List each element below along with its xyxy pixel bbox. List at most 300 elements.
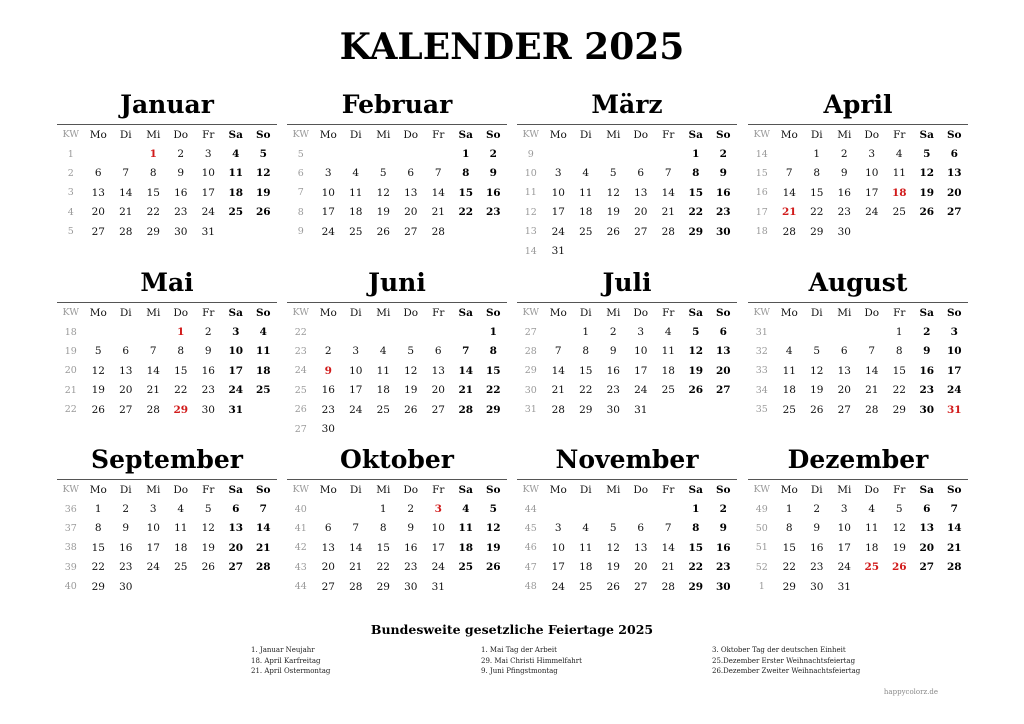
day: 22 xyxy=(146,206,160,219)
weekday-header: Di xyxy=(810,483,823,496)
day: 7 xyxy=(462,345,470,358)
empty-day xyxy=(250,577,278,596)
month-table xyxy=(57,125,277,241)
weekday-header: Do xyxy=(633,128,649,141)
day: 12 xyxy=(606,541,620,554)
month-name: Februar xyxy=(341,90,453,119)
day: 12 xyxy=(255,167,271,180)
week-row xyxy=(748,144,968,163)
day: 18 xyxy=(579,206,593,219)
week-number: 41 xyxy=(294,522,307,534)
day: 5 xyxy=(204,503,212,516)
day: 28 xyxy=(782,225,796,238)
day: 20 xyxy=(946,186,962,199)
week-row xyxy=(287,558,507,577)
day: 27 xyxy=(228,561,244,574)
weekday-header: Mi xyxy=(606,483,621,496)
day: 8 xyxy=(582,345,590,358)
empty-day xyxy=(342,419,370,438)
week-number: 40 xyxy=(64,581,77,593)
month-name: Dezember xyxy=(787,445,929,474)
empty-day xyxy=(941,222,969,241)
day: 25 xyxy=(349,225,363,238)
week-number-header: KW xyxy=(62,484,80,496)
week-row xyxy=(517,400,737,419)
week-number: 27 xyxy=(294,423,307,435)
weekday-header: Di xyxy=(119,306,132,319)
empty-day xyxy=(397,419,425,438)
day: 20 xyxy=(91,206,105,219)
day: 3 xyxy=(324,167,332,180)
weekday-header: Mi xyxy=(606,306,621,319)
holiday-day: 18 xyxy=(891,186,907,199)
day: 30 xyxy=(837,225,851,238)
day: 18 xyxy=(782,384,796,397)
day: 26 xyxy=(376,225,390,238)
day: 11 xyxy=(579,541,593,554)
day: 6 xyxy=(407,167,415,180)
day: 6 xyxy=(950,148,958,161)
day: 13 xyxy=(634,186,648,199)
day: 3 xyxy=(204,148,212,161)
week-row xyxy=(57,577,277,596)
empty-day xyxy=(480,222,508,241)
week-row xyxy=(57,342,277,361)
holiday-day: 1 xyxy=(149,148,157,161)
day: 30 xyxy=(404,580,418,593)
month-table xyxy=(748,125,968,241)
day: 23 xyxy=(715,206,731,219)
weekday-header: Mi xyxy=(376,306,391,319)
weekday-header-row xyxy=(517,303,737,322)
weekday-header: Fr xyxy=(432,483,445,496)
week-row xyxy=(748,558,968,577)
day: 20 xyxy=(228,541,244,554)
weekday-header: Mi xyxy=(146,306,161,319)
day: 24 xyxy=(551,225,565,238)
day: 11 xyxy=(174,522,188,535)
empty-day xyxy=(370,322,398,341)
weekday-header: Di xyxy=(349,306,362,319)
empty-day xyxy=(572,499,600,518)
empty-day xyxy=(250,222,278,241)
day: 6 xyxy=(94,167,102,180)
day: 30 xyxy=(919,403,935,416)
day: 29 xyxy=(146,225,160,238)
day: 26 xyxy=(688,384,704,397)
day: 24 xyxy=(228,384,244,397)
empty-day xyxy=(425,419,453,438)
weekday-header: Fr xyxy=(893,306,906,319)
day: 9 xyxy=(122,522,130,535)
day: 18 xyxy=(661,364,675,377)
day: 13 xyxy=(404,186,418,199)
empty-day xyxy=(222,222,250,241)
day: 21 xyxy=(458,384,474,397)
day: 4 xyxy=(895,148,903,161)
week-row xyxy=(287,203,507,222)
empty-day xyxy=(572,144,600,163)
month-table xyxy=(517,303,737,419)
week-number: 14 xyxy=(524,245,537,257)
day: 21 xyxy=(661,561,675,574)
day: 14 xyxy=(946,522,962,535)
day: 11 xyxy=(579,186,593,199)
day: 12 xyxy=(892,522,906,535)
empty-day xyxy=(452,419,480,438)
month-name: Juli xyxy=(602,268,652,297)
day: 2 xyxy=(204,326,212,339)
day: 24 xyxy=(634,384,648,397)
day: 3 xyxy=(554,522,562,535)
week-number-header: KW xyxy=(522,307,540,319)
day: 22 xyxy=(892,384,906,397)
week-number: 10 xyxy=(524,167,537,179)
day: 17 xyxy=(321,206,335,219)
weekday-header: So xyxy=(946,306,962,319)
day: 2 xyxy=(719,503,727,516)
day: 11 xyxy=(255,345,271,358)
weekday-header: Mo xyxy=(319,306,337,319)
holiday-day: 29 xyxy=(173,403,189,416)
day: 9 xyxy=(489,167,497,180)
day: 9 xyxy=(719,167,727,180)
day: 31 xyxy=(431,580,445,593)
weekday-header: Mo xyxy=(89,483,107,496)
weekday-header: So xyxy=(485,483,501,496)
week-row xyxy=(517,241,737,260)
day: 14 xyxy=(661,186,675,199)
day: 19 xyxy=(201,541,215,554)
week-number: 11 xyxy=(524,187,537,199)
day: 29 xyxy=(892,403,906,416)
week-number-header: KW xyxy=(522,484,540,496)
week-row xyxy=(287,577,507,596)
weekday-header-row xyxy=(748,303,968,322)
day: 28 xyxy=(255,561,271,574)
day: 14 xyxy=(255,522,271,535)
weekday-header: Di xyxy=(810,306,823,319)
empty-day xyxy=(682,400,710,419)
day: 15 xyxy=(458,186,474,199)
day: 25 xyxy=(255,384,271,397)
week-number: 35 xyxy=(755,404,768,416)
day: 16 xyxy=(404,541,418,554)
day: 20 xyxy=(404,206,418,219)
day: 28 xyxy=(946,561,962,574)
day: 2 xyxy=(840,148,848,161)
day: 27 xyxy=(431,403,445,416)
day: 15 xyxy=(91,541,105,554)
day: 7 xyxy=(122,167,130,180)
day: 24 xyxy=(349,403,363,416)
day: 21 xyxy=(946,541,962,554)
weekday-header: So xyxy=(485,128,501,141)
empty-day xyxy=(886,577,914,596)
empty-day xyxy=(370,144,398,163)
day: 5 xyxy=(489,503,497,516)
day: 31 xyxy=(551,245,565,258)
day: 18 xyxy=(579,561,593,574)
day: 28 xyxy=(146,403,160,416)
week-row xyxy=(287,381,507,400)
day: 29 xyxy=(688,580,704,593)
holiday-entry: 26.Dezember Zweiter Weihnachtsfeiertag xyxy=(712,667,861,675)
day: 15 xyxy=(782,541,796,554)
empty-day xyxy=(112,322,140,341)
week-row xyxy=(748,577,968,596)
day: 10 xyxy=(837,522,851,535)
day: 21 xyxy=(119,206,133,219)
day: 14 xyxy=(551,364,565,377)
day: 4 xyxy=(664,326,672,339)
week-number-header: KW xyxy=(292,129,310,141)
day: 6 xyxy=(637,522,645,535)
day: 27 xyxy=(715,384,731,397)
weekday-header: Fr xyxy=(893,128,906,141)
month-10 xyxy=(287,445,507,596)
weekday-header: So xyxy=(946,483,962,496)
week-number: 1 xyxy=(67,148,74,160)
day: 27 xyxy=(321,580,335,593)
day: 17 xyxy=(228,364,244,377)
weekday-header: Fr xyxy=(893,483,906,496)
empty-day xyxy=(315,144,343,163)
day: 2 xyxy=(923,326,931,339)
day: 7 xyxy=(259,503,267,516)
week-row xyxy=(57,538,277,557)
month-11 xyxy=(517,445,737,596)
week-number: 51 xyxy=(755,542,768,554)
day: 6 xyxy=(434,345,442,358)
weekday-header: Mo xyxy=(780,483,798,496)
day: 5 xyxy=(813,345,821,358)
day: 7 xyxy=(785,167,793,180)
weekday-header: Do xyxy=(173,128,189,141)
day: 30 xyxy=(201,403,215,416)
week-row xyxy=(748,381,968,400)
weekday-header: Di xyxy=(579,128,592,141)
weekday-header-row xyxy=(517,125,737,144)
day: 9 xyxy=(204,345,212,358)
day: 17 xyxy=(201,186,215,199)
weekday-header: Di xyxy=(810,128,823,141)
week-number: 9 xyxy=(527,148,534,160)
day: 3 xyxy=(637,326,645,339)
day: 9 xyxy=(719,522,727,535)
day: 11 xyxy=(865,522,879,535)
month-name: August xyxy=(808,268,908,297)
day: 29 xyxy=(376,580,390,593)
day: 28 xyxy=(551,403,565,416)
weekday-header: Di xyxy=(119,128,132,141)
holidays-title: Bundesweite gesetzliche Feiertage 2025 xyxy=(370,622,654,637)
week-row xyxy=(517,558,737,577)
day: 20 xyxy=(119,384,133,397)
day: 6 xyxy=(637,167,645,180)
weekday-header-row xyxy=(517,480,737,499)
day: 10 xyxy=(349,364,363,377)
week-row xyxy=(517,183,737,202)
day: 4 xyxy=(177,503,185,516)
site-credit: happycolorz.de xyxy=(883,688,938,696)
day: 8 xyxy=(379,522,387,535)
week-number: 8 xyxy=(297,206,304,218)
weekday-header: Mo xyxy=(89,128,107,141)
week-number: 31 xyxy=(755,326,768,338)
empty-day xyxy=(776,322,804,341)
day: 3 xyxy=(840,503,848,516)
week-number: 42 xyxy=(294,542,307,554)
day: 31 xyxy=(634,403,648,416)
empty-day xyxy=(545,322,573,341)
week-number: 13 xyxy=(524,226,537,238)
week-number: 21 xyxy=(64,384,77,396)
week-number: 40 xyxy=(294,503,307,515)
day: 22 xyxy=(688,561,704,574)
empty-day xyxy=(545,144,573,163)
day: 6 xyxy=(719,326,727,339)
weekday-header: Fr xyxy=(662,483,675,496)
day: 18 xyxy=(228,186,244,199)
month-name: September xyxy=(91,445,243,474)
day: 26 xyxy=(404,403,418,416)
weekday-header: So xyxy=(485,306,501,319)
day: 7 xyxy=(149,345,157,358)
day: 4 xyxy=(582,522,590,535)
day: 4 xyxy=(462,503,470,516)
weekday-header: Mi xyxy=(376,128,391,141)
day: 9 xyxy=(609,345,617,358)
week-number: 22 xyxy=(294,326,307,338)
month-1 xyxy=(57,90,277,241)
holiday-entry: 18. April Karfreitag xyxy=(251,656,321,665)
empty-day xyxy=(941,577,969,596)
holiday-entry: 21. April Ostermontag xyxy=(251,667,331,675)
weekday-header-row xyxy=(57,480,277,499)
weekday-header: Do xyxy=(633,306,649,319)
weekday-header: Do xyxy=(864,306,880,319)
empty-day xyxy=(85,322,113,341)
day: 4 xyxy=(232,148,240,161)
day: 21 xyxy=(661,206,675,219)
day: 12 xyxy=(91,364,105,377)
weekday-header: So xyxy=(715,128,731,141)
day: 19 xyxy=(91,384,105,397)
week-number: 7 xyxy=(297,187,304,199)
day: 16 xyxy=(485,186,501,199)
day: 13 xyxy=(119,364,133,377)
week-row xyxy=(287,322,507,341)
day: 12 xyxy=(404,364,418,377)
week-row xyxy=(748,342,968,361)
week-row xyxy=(517,381,737,400)
day: 5 xyxy=(609,522,617,535)
week-row xyxy=(517,322,737,341)
week-row xyxy=(287,361,507,380)
day: 27 xyxy=(634,580,648,593)
week-row xyxy=(287,499,507,518)
day: 10 xyxy=(634,345,648,358)
week-row xyxy=(287,519,507,538)
empty-day xyxy=(222,577,250,596)
week-number: 43 xyxy=(294,561,307,573)
day: 25 xyxy=(174,561,188,574)
month-table xyxy=(517,480,737,596)
week-number-header: KW xyxy=(522,129,540,141)
day: 19 xyxy=(919,186,935,199)
day: 2 xyxy=(324,345,332,358)
day: 13 xyxy=(228,522,244,535)
week-number: 12 xyxy=(524,206,537,218)
day: 4 xyxy=(868,503,876,516)
empty-day xyxy=(710,241,738,260)
day: 1 xyxy=(94,503,102,516)
week-number-header: KW xyxy=(753,129,771,141)
day: 21 xyxy=(146,384,160,397)
empty-day xyxy=(913,222,941,241)
empty-day xyxy=(140,322,168,341)
weekday-header: Do xyxy=(403,306,419,319)
day: 11 xyxy=(349,186,363,199)
week-number: 46 xyxy=(524,542,537,554)
day: 17 xyxy=(837,541,851,554)
day: 14 xyxy=(661,541,675,554)
day: 5 xyxy=(895,503,903,516)
day: 15 xyxy=(892,364,906,377)
day: 11 xyxy=(661,345,675,358)
day: 11 xyxy=(892,167,906,180)
day: 16 xyxy=(810,541,824,554)
day: 12 xyxy=(810,364,824,377)
day: 17 xyxy=(865,186,879,199)
holiday-entry: 3. Oktober Tag der deutschen Einheit xyxy=(712,646,846,654)
day: 22 xyxy=(782,561,796,574)
day: 23 xyxy=(404,561,418,574)
week-number: 24 xyxy=(294,365,307,377)
day: 30 xyxy=(810,580,824,593)
day: 16 xyxy=(174,186,188,199)
day: 9 xyxy=(813,522,821,535)
day: 7 xyxy=(664,167,672,180)
day: 16 xyxy=(321,384,335,397)
day: 22 xyxy=(485,384,501,397)
week-number: 31 xyxy=(524,404,537,416)
weekday-header: Mi xyxy=(837,483,852,496)
day: 24 xyxy=(865,206,879,219)
week-row xyxy=(57,499,277,518)
empty-day xyxy=(397,322,425,341)
day: 12 xyxy=(376,186,390,199)
empty-day xyxy=(315,322,343,341)
week-row xyxy=(517,538,737,557)
week-number: 50 xyxy=(755,522,768,534)
day: 28 xyxy=(661,580,675,593)
week-row xyxy=(748,203,968,222)
month-table xyxy=(57,480,277,596)
week-row xyxy=(57,222,277,241)
week-row xyxy=(748,519,968,538)
day: 3 xyxy=(868,148,876,161)
day: 8 xyxy=(692,522,700,535)
month-name: Mai xyxy=(140,268,194,297)
day: 18 xyxy=(458,541,474,554)
weekday-header-row xyxy=(287,125,507,144)
holidays-column-1 xyxy=(251,645,330,677)
day: 18 xyxy=(376,384,390,397)
weekday-header: Do xyxy=(173,306,189,319)
day: 8 xyxy=(149,167,157,180)
